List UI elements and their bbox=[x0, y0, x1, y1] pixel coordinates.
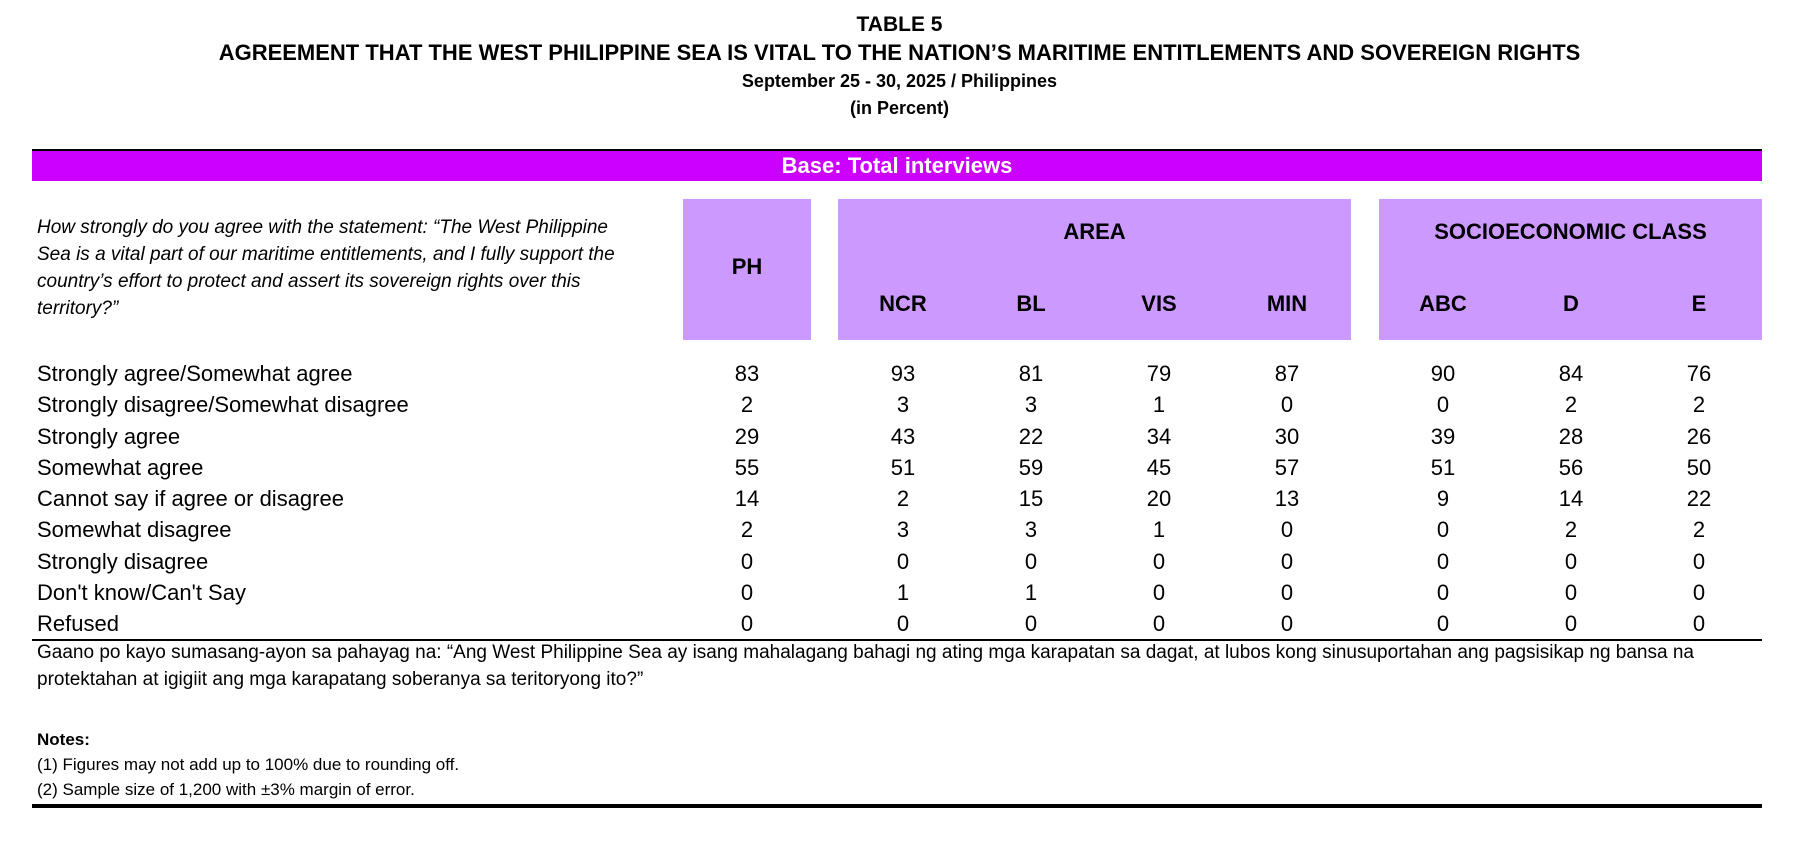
cell-d: 0 bbox=[1564, 611, 1578, 637]
notes-title: Notes: bbox=[37, 730, 90, 749]
row-label: Refused bbox=[37, 611, 119, 637]
cell-bl: 15 bbox=[1018, 486, 1044, 512]
column-header-min: MIN bbox=[1266, 291, 1308, 316]
area-group-header: AREA bbox=[1063, 219, 1126, 244]
table-number: TABLE 5 bbox=[856, 13, 943, 36]
cell-vis: 0 bbox=[1152, 580, 1166, 606]
row-label: Strongly agree/Somewhat agree bbox=[37, 361, 353, 386]
cell-d: 56 bbox=[1558, 454, 1584, 480]
row-label: Strongly disagree bbox=[37, 548, 209, 574]
question-text: How strongly do you agree with the statement: “The West Philippine Sea is a vital part of our maritime entitlements, and I fully support the country’s effort to protect and assert its sovereign rights over this territory?” bbox=[37, 217, 615, 319]
cell-abc: 0 bbox=[1436, 392, 1450, 418]
cell-ncr: 3 bbox=[896, 392, 910, 418]
cell-d: 14 bbox=[1558, 486, 1584, 512]
cell-bl: 0 bbox=[1024, 611, 1038, 637]
cell-bl: 59 bbox=[1018, 454, 1044, 480]
cell-vis: 0 bbox=[1152, 611, 1166, 637]
cell-ncr: 0 bbox=[896, 548, 910, 574]
cell-abc: 39 bbox=[1430, 423, 1456, 449]
table-row bbox=[0, 546, 1799, 577]
cell-bl: 3 bbox=[1024, 517, 1038, 543]
cell-min: 0 bbox=[1280, 517, 1294, 543]
cell-vis: 45 bbox=[1146, 454, 1172, 480]
cell-min: 57 bbox=[1274, 454, 1300, 480]
column-header-vis: VIS bbox=[1141, 291, 1177, 316]
cell-ph: 29 bbox=[734, 423, 760, 449]
cell-bl: 3 bbox=[1024, 392, 1038, 418]
cell-vis: 1 bbox=[1152, 517, 1166, 543]
cell-ph: 14 bbox=[734, 486, 760, 512]
row-label: Somewhat disagree bbox=[37, 517, 232, 543]
note-item: (1) Figures may not add up to 100% due to rounding off. bbox=[37, 755, 460, 774]
column-header-bl: BL bbox=[1016, 291, 1046, 316]
cell-abc: 0 bbox=[1436, 611, 1450, 637]
cell-ph: 2 bbox=[740, 517, 754, 543]
cell-abc: 0 bbox=[1436, 517, 1450, 543]
cell-e: 0 bbox=[1692, 611, 1706, 637]
cell-ncr: 1 bbox=[896, 580, 910, 606]
cell-bl: 81 bbox=[1018, 361, 1044, 386]
table-row bbox=[0, 577, 1799, 608]
cell-e: 2 bbox=[1692, 517, 1706, 543]
cell-ph: 0 bbox=[740, 548, 754, 574]
cell-vis: 0 bbox=[1152, 548, 1166, 574]
cell-ncr: 3 bbox=[896, 517, 910, 543]
cell-min: 13 bbox=[1274, 486, 1300, 512]
cell-vis: 34 bbox=[1146, 423, 1172, 449]
cell-e: 22 bbox=[1686, 486, 1712, 512]
cell-d: 2 bbox=[1564, 392, 1578, 418]
cell-bl: 0 bbox=[1024, 548, 1038, 574]
table-title: AGREEMENT THAT THE WEST PHILIPPINE SEA IS VITAL TO THE NATION’S MARITIME ENTITLEMENTS AND SOVEREIGN RIGHTS bbox=[218, 40, 1581, 65]
column-header-abc: ABC bbox=[1419, 291, 1467, 316]
cell-ph: 0 bbox=[740, 611, 754, 637]
cell-e: 76 bbox=[1686, 361, 1712, 386]
row-label: Don't know/Can't Say bbox=[37, 580, 246, 606]
cell-vis: 1 bbox=[1152, 392, 1166, 418]
cell-abc: 51 bbox=[1430, 454, 1456, 480]
cell-ph: 2 bbox=[740, 392, 754, 418]
cell-min: 0 bbox=[1280, 580, 1294, 606]
note-item: (2) Sample size of 1,200 with ±3% margin of error. bbox=[37, 780, 415, 799]
cell-ph: 83 bbox=[734, 361, 760, 386]
table-row bbox=[0, 608, 1799, 639]
cell-d: 28 bbox=[1558, 423, 1584, 449]
cell-ncr: 51 bbox=[890, 454, 916, 480]
table-row bbox=[0, 483, 1799, 514]
cell-e: 0 bbox=[1692, 580, 1706, 606]
cell-ncr: 93 bbox=[890, 361, 916, 386]
table-row bbox=[0, 452, 1799, 483]
cell-d: 0 bbox=[1564, 548, 1578, 574]
cell-e: 26 bbox=[1686, 423, 1712, 449]
cell-ncr: 43 bbox=[890, 423, 916, 449]
cell-abc: 9 bbox=[1436, 486, 1450, 512]
column-header-e: E bbox=[1691, 291, 1707, 316]
cell-abc: 90 bbox=[1430, 361, 1456, 386]
tagalog-question-text: Gaano po kayo sumasang-ayon sa pahayag na: “Ang West Philippine Sea ay isang mahalagang bahagi ng ating mga karapatan sa dagat, at lubos kong sinusuportahan ang pagsisikap ng bansa na protektahan at igigiit ang mga karapatang soberanya sa teritoryong ito?” bbox=[37, 642, 1694, 690]
cell-min: 0 bbox=[1280, 392, 1294, 418]
cell-e: 2 bbox=[1692, 392, 1706, 418]
table-unit: (in Percent) bbox=[849, 98, 950, 118]
cell-ncr: 2 bbox=[896, 486, 910, 512]
cell-abc: 0 bbox=[1436, 548, 1450, 574]
row-label: Strongly agree bbox=[37, 423, 181, 449]
survey-date-place: September 25 - 30, 2025 / Philippines bbox=[741, 71, 1058, 91]
row-label: Cannot say if agree or disagree bbox=[37, 486, 344, 512]
cell-d: 2 bbox=[1564, 517, 1578, 543]
table-row bbox=[0, 389, 1799, 420]
cell-bl: 22 bbox=[1018, 423, 1044, 449]
cell-ph: 55 bbox=[734, 454, 760, 480]
cell-ph: 0 bbox=[740, 580, 754, 606]
cell-d: 0 bbox=[1564, 580, 1578, 606]
table-title-block bbox=[0, 12, 1799, 122]
cell-min: 0 bbox=[1280, 611, 1294, 637]
cell-min: 30 bbox=[1274, 423, 1300, 449]
row-label: Strongly disagree/Somewhat disagree bbox=[37, 392, 409, 418]
cell-min: 87 bbox=[1274, 361, 1300, 386]
cell-e: 50 bbox=[1686, 454, 1712, 480]
cell-abc: 0 bbox=[1436, 580, 1450, 606]
column-header-ncr: NCR bbox=[879, 291, 927, 316]
column-header-d: D bbox=[1563, 291, 1579, 316]
table-row bbox=[0, 358, 1799, 389]
table-row bbox=[0, 421, 1799, 452]
cell-e: 0 bbox=[1692, 548, 1706, 574]
cell-min: 0 bbox=[1280, 548, 1294, 574]
row-label: Somewhat agree bbox=[37, 454, 204, 480]
cell-vis: 79 bbox=[1146, 361, 1172, 386]
base-bar: Base: Total interviews bbox=[32, 151, 1762, 181]
ph-column-header: PH bbox=[731, 254, 763, 279]
cell-vis: 20 bbox=[1146, 486, 1172, 512]
cell-bl: 1 bbox=[1024, 580, 1038, 606]
data-table-body bbox=[0, 358, 1799, 640]
end-rule bbox=[32, 804, 1762, 808]
table-row bbox=[0, 514, 1799, 545]
socioeconomic-group-header: SOCIOECONOMIC CLASS bbox=[1434, 219, 1707, 244]
notes-block bbox=[37, 727, 459, 802]
cell-d: 84 bbox=[1558, 361, 1584, 386]
cell-ncr: 0 bbox=[896, 611, 910, 637]
